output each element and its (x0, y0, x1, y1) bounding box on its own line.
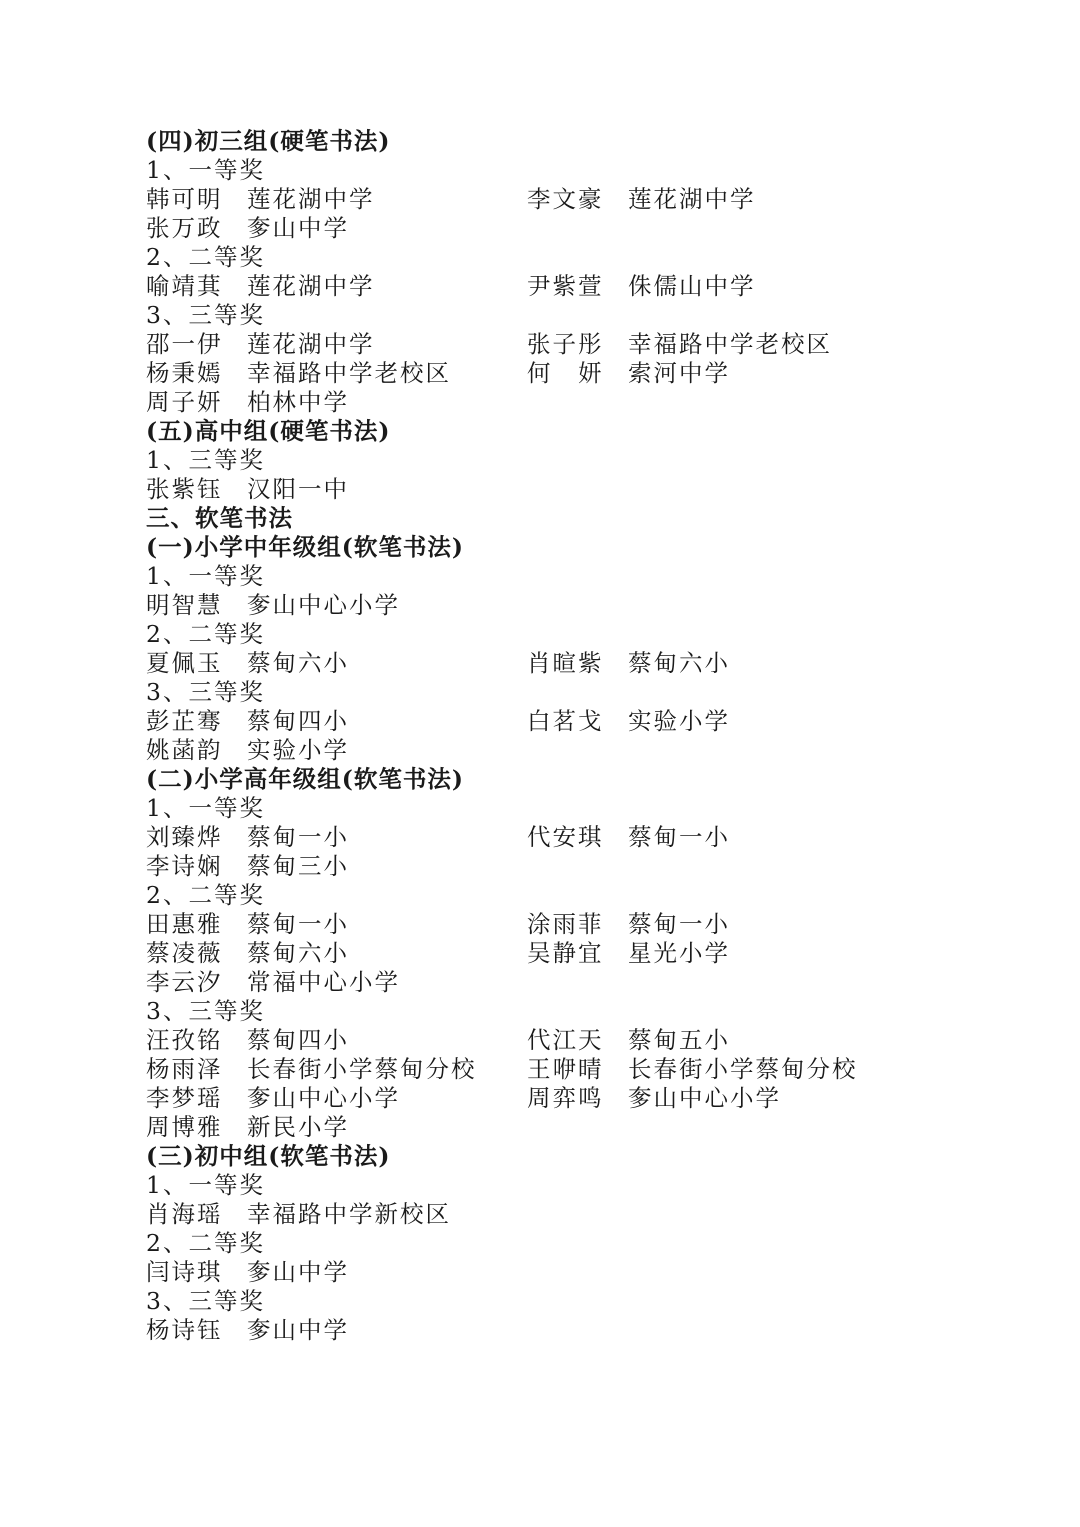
winner-school: 莲花湖中学 (247, 185, 375, 213)
winner-school: 新民小学 (247, 1113, 349, 1141)
winner-row (146, 1200, 1006, 1229)
winner-row (146, 823, 1006, 852)
winner-name: 周弈鸣 (527, 1084, 604, 1112)
winner-row (146, 214, 1006, 243)
winner-school: 幸福路中学新校区 (247, 1200, 451, 1228)
winner-name: 明智慧 (146, 591, 223, 619)
winner-name: 刘臻烨 (146, 823, 223, 851)
winner-name: 周子妍 (146, 388, 223, 416)
winner-school: 奓山中心小学 (247, 1084, 400, 1112)
winner-name: 李文豪 (527, 185, 604, 213)
document-page (146, 127, 1006, 1345)
winner-name: 姚菡韵 (146, 736, 223, 764)
award-level: 3、三等奖 (146, 678, 265, 706)
section-heading: (三)初中组(软笔书法) (146, 1142, 391, 1170)
winner-school: 蔡甸六小 (247, 649, 349, 677)
award-level: 2、二等奖 (146, 881, 265, 909)
winner-school: 实验小学 (628, 707, 730, 735)
section-heading: 三、软笔书法 (146, 504, 293, 532)
winner-row (146, 1084, 1006, 1113)
winner-school: 奓山中学 (247, 1316, 349, 1344)
winner-row (146, 359, 1006, 388)
award-level: 1、一等奖 (146, 562, 265, 590)
winner-school: 幸福路中学老校区 (247, 359, 451, 387)
winner-name: 邵一伊 (146, 330, 223, 358)
winner-row (146, 1026, 1006, 1055)
winner-name: 喻靖萁 (146, 272, 223, 300)
winner-row (146, 1316, 1006, 1345)
winner-school: 蔡甸六小 (628, 649, 730, 677)
winner-school: 侏儒山中学 (628, 272, 756, 300)
section-heading: (二)小学高年级组(软笔书法) (146, 765, 464, 793)
winner-school: 长春街小学蔡甸分校 (628, 1055, 858, 1083)
award-level: 2、二等奖 (146, 620, 265, 648)
winner-row (146, 1055, 1006, 1084)
winner-name: 肖海瑶 (146, 1200, 223, 1228)
award-level: 3、三等奖 (146, 1287, 265, 1315)
winner-name: 张子彤 (527, 330, 604, 358)
winner-school: 蔡甸四小 (247, 1026, 349, 1054)
award-level: 1、一等奖 (146, 794, 265, 822)
winner-name: 韩可明 (146, 185, 223, 213)
winner-row (146, 475, 1006, 504)
winner-name: 吴静宜 (527, 939, 604, 967)
winner-name: 田惠雅 (146, 910, 223, 938)
winner-name: 白茗戈 (527, 707, 604, 735)
winner-school: 实验小学 (247, 736, 349, 764)
winner-name: 代江天 (527, 1026, 604, 1054)
award-level: 2、二等奖 (146, 1229, 265, 1257)
winner-name: 杨诗钰 (146, 1316, 223, 1344)
winner-row (146, 707, 1006, 736)
winner-school: 蔡甸一小 (628, 823, 730, 851)
award-level: 2、二等奖 (146, 243, 265, 271)
winner-name: 王咿晴 (527, 1055, 604, 1083)
winner-name: 汪孜铭 (146, 1026, 223, 1054)
winner-school: 莲花湖中学 (247, 330, 375, 358)
winner-school: 奓山中学 (247, 214, 349, 242)
section-heading: (五)高中组(硬笔书法) (146, 417, 391, 445)
winner-name: 李诗娴 (146, 852, 223, 880)
winner-row (146, 388, 1006, 417)
winner-name: 肖暄紫 (527, 649, 604, 677)
section-heading: (四)初三组(硬笔书法) (146, 127, 391, 155)
winner-row (146, 649, 1006, 678)
winner-row (146, 939, 1006, 968)
winner-name: 张万政 (146, 214, 223, 242)
winner-school: 莲花湖中学 (247, 272, 375, 300)
winner-school: 蔡甸四小 (247, 707, 349, 735)
winner-school: 蔡甸三小 (247, 852, 349, 880)
winner-school: 莲花湖中学 (628, 185, 756, 213)
winner-school: 幸福路中学老校区 (628, 330, 832, 358)
winner-school: 索河中学 (628, 359, 730, 387)
winner-row (146, 272, 1006, 301)
winner-name: 蔡凌薇 (146, 939, 223, 967)
winner-school: 奓山中心小学 (628, 1084, 781, 1112)
winner-school: 汉阳一中 (247, 475, 349, 503)
winner-school: 奓山中学 (247, 1258, 349, 1286)
winner-row (146, 968, 1006, 997)
winner-name: 杨雨泽 (146, 1055, 223, 1083)
winner-row (146, 330, 1006, 359)
winner-school: 蔡甸一小 (247, 823, 349, 851)
winner-name: 周博雅 (146, 1113, 223, 1141)
winner-row (146, 591, 1006, 620)
winner-school: 蔡甸六小 (247, 939, 349, 967)
section-heading: (一)小学中年级组(软笔书法) (146, 533, 464, 561)
winner-row (146, 185, 1006, 214)
award-level: 1、一等奖 (146, 156, 265, 184)
winner-school: 星光小学 (628, 939, 730, 967)
winner-school: 蔡甸一小 (628, 910, 730, 938)
winner-name: 李云汐 (146, 968, 223, 996)
winner-name: 李梦瑶 (146, 1084, 223, 1112)
winner-school: 常福中心小学 (247, 968, 400, 996)
winner-name: 彭芷骞 (146, 707, 223, 735)
winner-row (146, 852, 1006, 881)
winner-name: 张紫钰 (146, 475, 223, 503)
winner-school: 奓山中心小学 (247, 591, 400, 619)
award-level: 1、三等奖 (146, 446, 265, 474)
winner-name: 尹紫萱 (527, 272, 604, 300)
winner-name: 代安琪 (527, 823, 604, 851)
award-level: 1、一等奖 (146, 1171, 265, 1199)
winner-school: 蔡甸一小 (247, 910, 349, 938)
winner-name: 夏佩玉 (146, 649, 223, 677)
winner-school: 柏林中学 (247, 388, 349, 416)
winner-row (146, 1113, 1006, 1142)
winner-name: 何 妍 (527, 359, 604, 387)
winner-name: 闫诗琪 (146, 1258, 223, 1286)
winner-name: 涂雨菲 (527, 910, 604, 938)
winner-school: 长春街小学蔡甸分校 (247, 1055, 477, 1083)
winner-row (146, 736, 1006, 765)
winner-school: 蔡甸五小 (628, 1026, 730, 1054)
winner-name: 杨秉嫣 (146, 359, 223, 387)
award-level: 3、三等奖 (146, 997, 265, 1025)
award-level: 3、三等奖 (146, 301, 265, 329)
winner-row (146, 1258, 1006, 1287)
winner-row (146, 910, 1006, 939)
